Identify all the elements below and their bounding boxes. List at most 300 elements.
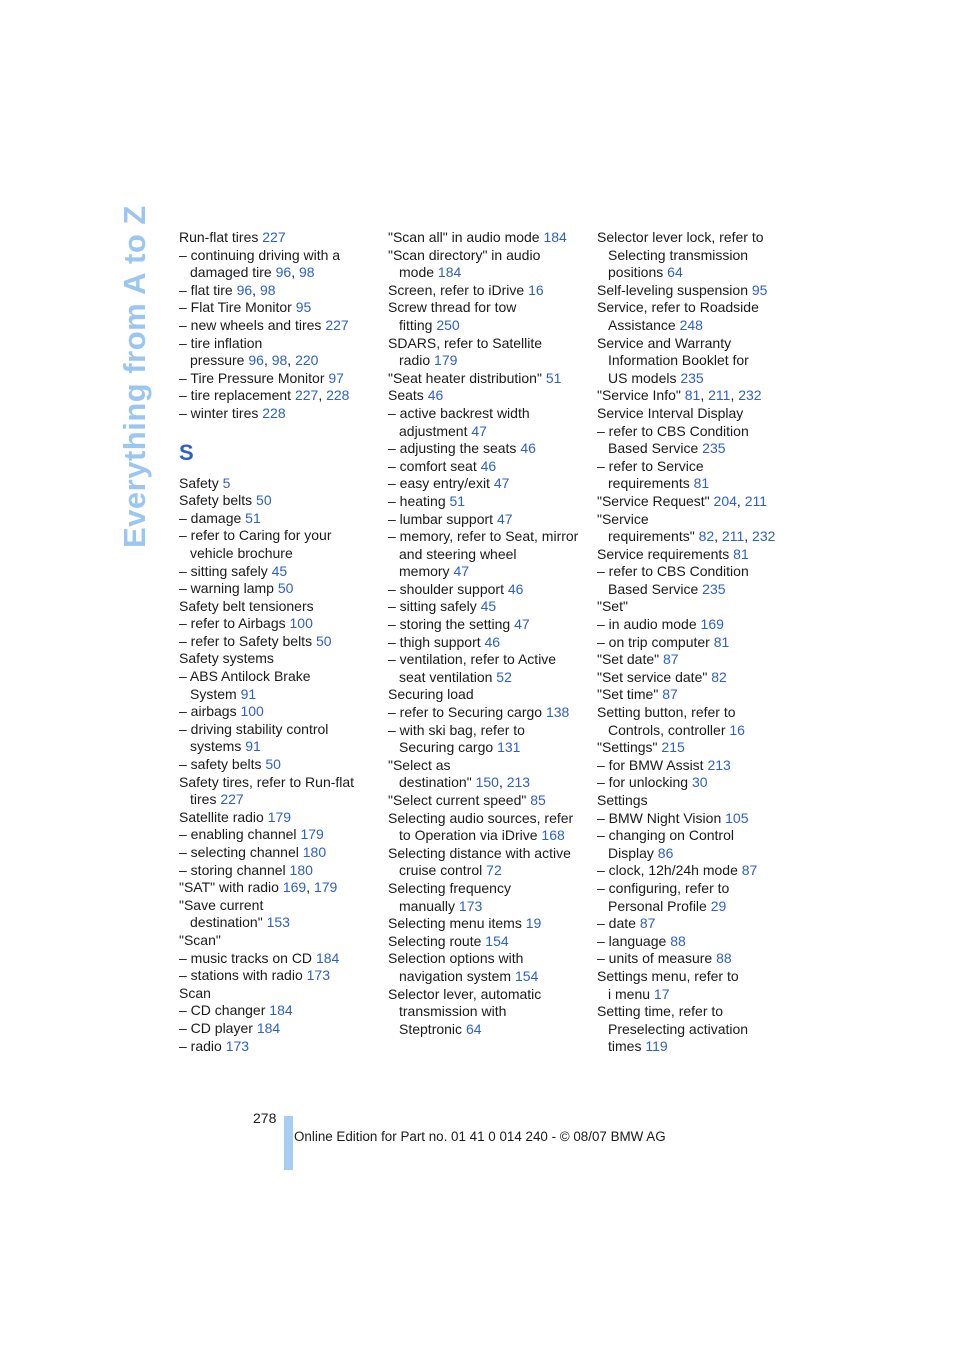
index-entry <box>179 633 379 651</box>
page-separator: , <box>700 387 709 404</box>
index-entry <box>179 668 379 686</box>
page-reference-link[interactable]: 184 <box>256 1019 281 1036</box>
index-entry <box>388 335 588 353</box>
page-reference-link[interactable]: 96 <box>275 264 292 281</box>
index-entry-text: mode <box>399 264 438 281</box>
index-entry-text: "Scan directory" in audio <box>388 246 541 263</box>
index-entry-text: navigation system <box>399 967 515 984</box>
index-entry-text: damaged tire <box>190 264 276 281</box>
index-entry-text: – CD changer <box>179 1002 270 1019</box>
page-reference-link[interactable]: 180 <box>289 861 313 878</box>
page-reference-link[interactable]: 96 <box>248 352 264 369</box>
index-column-2 <box>388 229 588 1038</box>
index-entry-text: – date <box>597 915 640 932</box>
index-entry-text: Selection options with <box>388 950 524 967</box>
index-entry-continuation <box>179 686 379 704</box>
page-separator: , <box>287 352 296 369</box>
page-reference-link[interactable]: 87 <box>741 862 758 879</box>
index-entry <box>388 440 588 458</box>
page-reference-link[interactable]: 153 <box>266 914 290 931</box>
index-entry-text: SDARS, refer to Satellite <box>388 334 543 351</box>
index-entry <box>179 387 379 405</box>
page-reference-link[interactable]: 82 <box>698 528 715 545</box>
index-entry-text: Safety belt tensioners <box>179 597 314 614</box>
index-entry-text: Display <box>608 844 658 861</box>
footer-accent-bar <box>284 1116 293 1170</box>
page-reference-link[interactable]: 232 <box>738 387 762 404</box>
index-entry-continuation <box>388 352 588 370</box>
index-entry-text: Assistance <box>608 316 680 333</box>
index-entry <box>179 405 379 423</box>
page-separator: , <box>318 387 327 404</box>
index-entry <box>179 932 379 950</box>
index-entry-text: – storing channel <box>179 861 290 878</box>
entries-r <box>179 229 379 423</box>
page-reference-link[interactable]: 180 <box>302 844 327 860</box>
page-reference-link[interactable]: 184 <box>315 949 340 966</box>
index-entry-text: – safety belts <box>179 756 266 773</box>
chapter-side-title: Everything from A to Z <box>117 205 152 548</box>
index-entry-text: – refer to CBS Condition <box>597 563 749 580</box>
index-entry <box>388 511 588 529</box>
index-entry-text: – ABS Antilock Brake <box>179 668 311 685</box>
index-entry-text: – shoulder support <box>388 580 508 597</box>
page-reference-link[interactable]: 228 <box>326 387 350 404</box>
page-reference-link[interactable]: 119 <box>645 1038 668 1055</box>
page-reference-link[interactable]: 232 <box>752 528 776 545</box>
index-entry <box>597 563 797 581</box>
index-entry <box>179 615 379 633</box>
index-entry <box>597 387 797 405</box>
index-entry <box>597 616 797 634</box>
page-reference-link[interactable]: 179 <box>300 826 324 843</box>
index-entry-text: Selecting route <box>388 932 486 949</box>
page-reference-link[interactable]: 19 <box>525 915 542 932</box>
page-reference-link[interactable]: 81 <box>693 475 710 492</box>
index-entry-text: – units of measure <box>597 950 717 967</box>
index-entry-text: – refer to CBS Condition <box>597 422 749 439</box>
page-reference-link[interactable]: 169 <box>282 879 307 896</box>
page-separator: , <box>498 774 507 791</box>
page-reference-link[interactable]: 17 <box>653 985 670 1002</box>
index-entry <box>388 229 588 247</box>
index-entry-text: – memory, refer to Seat, mirror <box>388 528 579 545</box>
index-entry-text: Based Service <box>608 440 703 457</box>
entries-s-part-1 <box>179 475 379 1056</box>
page-separator: , <box>730 387 739 404</box>
index-entry-text: Setting button, refer to <box>597 704 736 721</box>
page-reference-link[interactable]: 85 <box>530 792 546 808</box>
index-entry <box>597 634 797 652</box>
page-reference-link[interactable]: 96 <box>236 281 253 298</box>
index-entry <box>179 317 379 335</box>
index-entry-text: "Select as <box>388 756 451 773</box>
index-entry-text: "SAT" with radio <box>179 879 283 896</box>
index-entry <box>388 704 588 722</box>
page-reference-link[interactable]: 235 <box>702 440 726 457</box>
index-entry-text: Information Booklet for <box>608 352 749 369</box>
entries-s-part-3 <box>597 229 797 1056</box>
index-entry-text: cruise control <box>399 862 487 879</box>
page-reference-link[interactable]: 88 <box>716 950 732 967</box>
index-entry-text: "Settings" <box>597 739 662 756</box>
page-reference-link[interactable]: 64 <box>465 1020 482 1037</box>
index-entry-text: – flat tire <box>179 281 237 298</box>
index-entry-text: Satellite radio <box>179 808 268 825</box>
index-entry-text: – selecting channel <box>179 844 303 860</box>
page-reference-link[interactable]: 98 <box>298 264 315 281</box>
index-entry-text: – heating <box>388 492 450 509</box>
page-reference-link[interactable]: 46 <box>507 580 524 597</box>
page-reference-link[interactable]: 228 <box>262 404 286 421</box>
page-reference-link[interactable]: 81 <box>713 633 730 650</box>
index-entry <box>179 580 379 598</box>
index-entry <box>388 581 588 599</box>
page-reference-link[interactable]: 88 <box>670 932 686 949</box>
page-reference-link[interactable]: 227 <box>220 791 244 808</box>
page-reference-link[interactable]: 215 <box>661 739 685 756</box>
index-entry <box>597 933 797 951</box>
index-entry-continuation <box>597 317 797 335</box>
page-reference-link[interactable]: 204 <box>713 492 737 509</box>
index-entry-continuation <box>388 739 588 757</box>
index-entry <box>388 493 588 511</box>
page-reference-link[interactable]: 179 <box>434 352 458 369</box>
index-entry <box>179 563 379 581</box>
page-reference-link[interactable]: 184 <box>543 229 567 245</box>
index-entry-continuation <box>597 581 797 599</box>
page-reference-link[interactable]: 47 <box>514 616 530 633</box>
page-reference-link[interactable]: 97 <box>328 369 344 386</box>
index-entry-text: "Service Info" <box>597 387 685 404</box>
index-entry-text: – enabling channel <box>179 826 301 843</box>
index-entry <box>179 774 379 792</box>
page-reference-link[interactable]: 250 <box>436 316 460 333</box>
index-entry-text: Settings <box>597 792 648 808</box>
page-reference-link[interactable]: 154 <box>485 932 509 949</box>
page-reference-link[interactable]: 98 <box>271 352 288 369</box>
page-reference-link[interactable]: 50 <box>277 580 294 597</box>
index-entry-text: "Set service date" <box>597 668 712 685</box>
index-entry-continuation <box>388 563 588 581</box>
page-reference-link[interactable]: 173 <box>225 1037 250 1054</box>
page-reference-link[interactable]: 81 <box>733 545 749 562</box>
page-reference-link[interactable]: 45 <box>271 562 288 579</box>
page-reference-link[interactable]: 138 <box>545 704 570 721</box>
index-entry-text: Selecting frequency <box>388 879 511 896</box>
page-reference-link[interactable]: 50 <box>265 756 281 773</box>
page-reference-link[interactable]: 95 <box>295 299 312 316</box>
edition-notice: Online Edition for Part no. 01 41 0 014 240 - © 08/07 BMW AG <box>294 1129 666 1144</box>
page-reference-link[interactable]: 235 <box>702 580 726 597</box>
index-entry <box>388 458 588 476</box>
index-entry-text: – on trip computer <box>597 633 714 650</box>
index-entry-text: radio <box>399 352 435 369</box>
page-reference-link[interactable]: 169 <box>700 616 724 633</box>
page-reference-link[interactable]: 47 <box>493 475 510 492</box>
page-reference-link[interactable]: 248 <box>679 316 703 333</box>
index-entry-text: "Set time" <box>597 686 663 703</box>
index-entry-text: – refer to Service <box>597 457 704 474</box>
index-entry-text: Selecting distance with active <box>388 844 571 861</box>
index-entry <box>597 915 797 933</box>
page-reference-link[interactable]: 105 <box>725 809 749 826</box>
page-reference-link[interactable]: 46 <box>520 440 536 457</box>
index-entry <box>179 950 379 968</box>
page-reference-link[interactable]: 47 <box>453 563 470 580</box>
page-separator: , <box>714 528 722 545</box>
entries-s-part-2 <box>388 229 588 1038</box>
index-entry <box>388 915 588 933</box>
index-entry <box>179 967 379 985</box>
page-reference-link[interactable]: 220 <box>295 352 319 369</box>
index-entry-text: i menu <box>608 985 654 1002</box>
page-reference-link[interactable]: 52 <box>496 668 512 685</box>
index-entry <box>388 757 588 775</box>
index-entry <box>597 511 797 529</box>
index-entry <box>388 933 588 951</box>
index-entry-text: Based Service <box>608 580 703 597</box>
page-reference-link[interactable]: 51 <box>449 492 466 509</box>
index-entry-text: vehicle brochure <box>190 544 293 561</box>
index-entry <box>388 986 588 1004</box>
index-entry <box>388 634 588 652</box>
index-entry-text: Screw thread for tow <box>388 299 517 316</box>
index-entry-continuation <box>388 423 588 441</box>
page-reference-link[interactable]: 211 <box>708 387 731 404</box>
index-entry-text: – active backrest width <box>388 404 530 421</box>
page-reference-link[interactable]: 16 <box>528 281 544 298</box>
index-entry-continuation <box>388 546 588 564</box>
index-entry-continuation <box>597 247 797 265</box>
index-entry-text: – tire inflation <box>179 334 263 351</box>
page-reference-link[interactable]: 213 <box>506 774 531 791</box>
index-entry-text: – in audio mode <box>597 616 701 633</box>
page-reference-link[interactable]: 51 <box>245 509 261 526</box>
page-reference-link[interactable]: 131 <box>497 739 521 756</box>
index-entry <box>597 739 797 757</box>
page-reference-link[interactable]: 82 <box>711 668 727 685</box>
index-entry <box>597 774 797 792</box>
page-reference-link[interactable]: 47 <box>471 422 487 439</box>
index-entry <box>179 897 379 915</box>
index-entry-text: – music tracks on CD <box>179 949 316 966</box>
index-entry <box>388 528 588 546</box>
index-entry <box>388 845 588 863</box>
index-entry <box>179 862 379 880</box>
page-reference-link[interactable]: 30 <box>691 774 708 791</box>
index-entry-text: transmission with <box>399 1003 507 1020</box>
page-reference-link[interactable]: 173 <box>458 897 483 914</box>
index-entry <box>388 686 588 704</box>
page-reference-link[interactable]: 87 <box>662 686 678 703</box>
index-entry-text: Scan <box>179 984 211 1001</box>
index-entry <box>179 247 379 265</box>
index-entry-text: – tire replacement <box>179 387 295 404</box>
index-entry-text: adjustment <box>399 422 472 439</box>
index-entry <box>597 862 797 880</box>
page-reference-link[interactable]: 5 <box>222 474 231 491</box>
index-entry-text: – ventilation, refer to Active <box>388 651 557 668</box>
page-reference-link[interactable]: 95 <box>751 281 768 298</box>
index-entry <box>597 880 797 898</box>
index-entry-text: Selecting menu items <box>388 915 526 932</box>
index-entry-continuation <box>388 1021 588 1039</box>
index-entry <box>179 335 379 353</box>
index-entry <box>597 950 797 968</box>
index-entry-text: requirements <box>608 475 694 492</box>
page-reference-link[interactable]: 184 <box>437 264 462 281</box>
page-reference-link[interactable]: 227 <box>294 387 319 404</box>
page-reference-link[interactable]: 150 <box>475 774 499 791</box>
index-entry-text: Run-flat tires <box>179 229 263 245</box>
page-reference-link[interactable]: 235 <box>680 369 704 386</box>
index-entry-continuation <box>179 264 379 282</box>
index-entry-continuation <box>388 898 588 916</box>
index-entry-continuation <box>597 264 797 282</box>
page-reference-link[interactable]: 91 <box>245 738 261 755</box>
index-entry-text: "Select current speed" <box>388 792 531 808</box>
index-entry <box>179 299 379 317</box>
index-entry-continuation <box>179 352 379 370</box>
page-reference-link[interactable]: 211 <box>744 492 768 509</box>
index-entry-text: Selector lever, automatic <box>388 985 542 1002</box>
index-entry <box>597 335 797 353</box>
index-entry <box>597 423 797 441</box>
index-entry <box>388 387 588 405</box>
index-column-3 <box>597 229 797 1056</box>
index-entry-continuation <box>179 738 379 756</box>
index-entry-text: Service and Warranty <box>597 334 732 351</box>
index-entry <box>388 880 588 898</box>
index-entry-text: – Flat Tire Monitor <box>179 299 296 316</box>
page-reference-link[interactable]: 45 <box>480 598 497 615</box>
index-entry-text: manually <box>399 897 459 914</box>
index-entry-continuation <box>179 545 379 563</box>
index-entry-text: – driving stability control <box>179 720 329 737</box>
page-reference-link[interactable]: 64 <box>667 264 683 281</box>
page-reference-link[interactable]: 29 <box>710 897 727 914</box>
page-reference-link[interactable]: 173 <box>306 967 330 984</box>
page-reference-link[interactable]: 227 <box>325 316 349 333</box>
index-entry-text: – adjusting the seats <box>388 440 521 457</box>
index-entry-text: – changing on Control <box>597 827 734 844</box>
index-entry-continuation <box>597 528 797 546</box>
index-entry <box>179 1020 379 1038</box>
index-entry <box>179 1002 379 1020</box>
page-reference-link[interactable]: 211 <box>721 528 745 545</box>
index-entry-text: – radio <box>179 1037 226 1054</box>
index-entry-continuation <box>597 986 797 1004</box>
index-entry-text: Seats <box>388 387 428 404</box>
index-entry-text: Setting time, refer to <box>597 1003 724 1020</box>
index-entry <box>597 458 797 476</box>
index-entry <box>597 546 797 564</box>
index-entry <box>179 510 379 528</box>
page-reference-link[interactable]: 47 <box>496 510 513 527</box>
index-entry-text: memory <box>399 563 454 580</box>
page-reference-link[interactable]: 46 <box>484 633 501 650</box>
page-reference-link[interactable]: 50 <box>315 632 332 649</box>
index-entry-text: – stations with radio <box>179 967 307 984</box>
page-reference-link[interactable]: 100 <box>289 615 313 632</box>
index-entry-continuation <box>388 827 588 845</box>
index-entry <box>597 598 797 616</box>
index-entry <box>388 475 588 493</box>
page-reference-link[interactable]: 91 <box>240 685 257 702</box>
index-entry-text: "Set" <box>597 598 628 615</box>
index-entry <box>388 810 588 828</box>
index-entry-text: – easy entry/exit <box>388 475 494 492</box>
page-reference-link[interactable]: 87 <box>662 651 679 668</box>
index-entry-text: – continuing driving with a <box>179 246 341 263</box>
page-separator: , <box>291 264 299 281</box>
index-entry <box>597 299 797 317</box>
index-entry-text: fitting <box>399 316 437 333</box>
index-entry <box>597 968 797 986</box>
page-reference-link[interactable]: 179 <box>267 808 292 825</box>
index-entry-text: "Scan" <box>179 931 221 948</box>
index-entry-text: – damage <box>179 509 246 526</box>
page-reference-link[interactable]: 100 <box>240 703 264 720</box>
index-entry-text: destination" <box>399 774 476 791</box>
page-reference-link[interactable]: 16 <box>729 721 745 738</box>
index-entry-text: US models <box>608 369 681 386</box>
page-reference-link[interactable]: 87 <box>639 915 656 932</box>
index-entry-text: – lumbar support <box>388 510 497 527</box>
index-entry-text: – warning lamp <box>179 580 278 597</box>
page-reference-link[interactable]: 51 <box>545 369 562 386</box>
page-reference-link[interactable]: 184 <box>269 1002 293 1019</box>
page-reference-link[interactable]: 168 <box>541 827 565 844</box>
index-entry-text: – new wheels and tires <box>179 316 326 333</box>
page-reference-link[interactable]: 86 <box>657 844 674 861</box>
index-entry-text: – configuring, refer to <box>597 879 730 896</box>
index-entry-text: and steering wheel <box>399 545 517 562</box>
page-reference-link[interactable]: 154 <box>514 967 539 984</box>
index-entry-continuation <box>597 1021 797 1039</box>
index-entry-text: System <box>190 685 241 702</box>
index-entry <box>597 704 797 722</box>
index-entry-continuation <box>388 317 588 335</box>
index-entry-text: Steptronic <box>399 1020 466 1037</box>
section-letter: S <box>179 439 194 465</box>
page-reference-link[interactable]: 46 <box>427 387 444 404</box>
index-entry <box>388 598 588 616</box>
index-entry <box>388 950 588 968</box>
index-entry-text: – for BMW Assist <box>597 756 708 773</box>
index-entry <box>388 792 588 810</box>
index-entry <box>597 686 797 704</box>
index-entry-text: – language <box>597 932 671 949</box>
page-reference-link[interactable]: 98 <box>259 281 276 298</box>
index-entry-text: "Service <box>597 510 649 527</box>
page-reference-link[interactable]: 50 <box>256 492 272 509</box>
index-entry-text: tires <box>190 791 221 808</box>
page-reference-link[interactable]: 227 <box>262 229 286 245</box>
page-reference-link[interactable]: 179 <box>313 879 338 896</box>
index-entry-continuation <box>597 475 797 493</box>
index-entry-text: "Service Request" <box>597 492 714 509</box>
index-entry <box>597 493 797 511</box>
page-reference-link[interactable]: 213 <box>707 756 731 773</box>
index-entry-continuation <box>597 440 797 458</box>
page-reference-link[interactable]: 81 <box>684 387 701 404</box>
index-entry-continuation <box>179 914 379 932</box>
index-entry-text: Screen, refer to iDrive <box>388 281 529 298</box>
page-reference-link[interactable]: 72 <box>486 862 502 879</box>
page-reference-link[interactable]: 46 <box>480 457 497 474</box>
